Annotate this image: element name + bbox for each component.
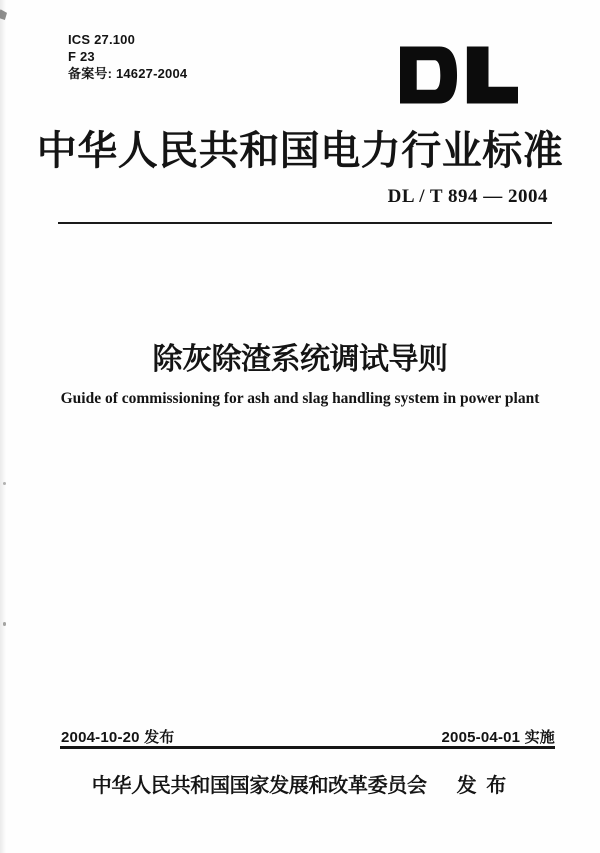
scan-artifact — [3, 622, 6, 626]
record-number: 备案号: 14627-2004 — [68, 66, 188, 81]
meta-block — [68, 31, 187, 82]
date-row — [61, 726, 555, 747]
publisher: 中华人民共和国国家发展和改革委员会 — [91, 775, 427, 797]
scan-artifact — [3, 482, 6, 485]
header-rule — [58, 222, 552, 224]
issue-date: 2004-10-20 发布 — [61, 729, 175, 746]
footer-rule — [60, 746, 555, 749]
document-title-en: Guide of commissioning for ash and slag handling system in power plant — [60, 390, 540, 407]
scan-artifact — [0, 9, 7, 20]
implementation-date: 2005-04-01 实施 — [441, 729, 555, 746]
standard-number: DL / T 894 — 2004 — [387, 186, 548, 207]
standard-title: 中华人民共和国电力行业标准 — [36, 129, 564, 173]
dl-logo-glyph — [400, 46, 518, 104]
publisher-row — [0, 769, 600, 798]
document-title-zh: 除灰除渣系统调试导则 — [152, 343, 448, 376]
dl-logo — [400, 46, 518, 104]
ics-code: ICS 27.100 — [68, 32, 136, 47]
publish-label: 发 布 — [456, 775, 509, 797]
doc-class-code: F 23 — [68, 49, 95, 64]
